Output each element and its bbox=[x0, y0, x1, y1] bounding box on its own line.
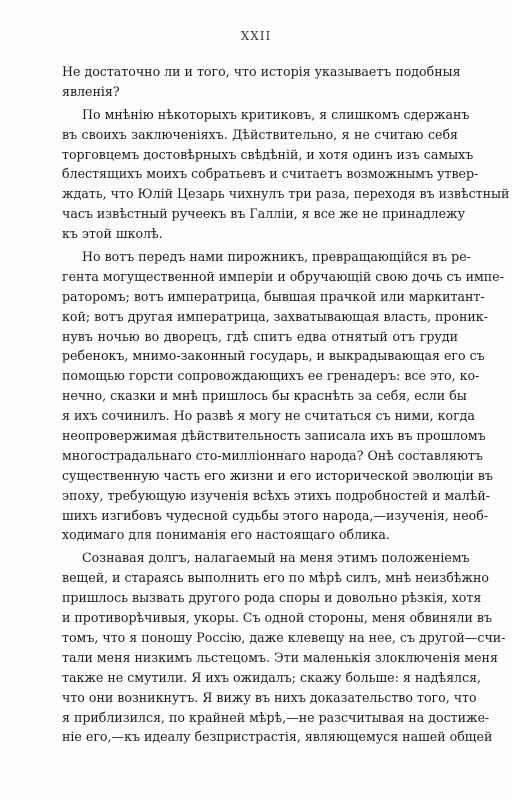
text-line: вещей, и стараясь выполнить его по мѣрѣ силъ, мнѣ неизбѣжно bbox=[62, 570, 489, 586]
text-line: ходимаго для пониманія его настоящаго облика. bbox=[62, 527, 390, 543]
text-line: явленія? bbox=[62, 83, 120, 99]
text-line: пришлось вызвать другого рода споры и довольно рѣзкія, хотя bbox=[62, 590, 482, 606]
text-line: Сознавая долгъ, налагаемый на меня этимъ положеніемъ bbox=[82, 550, 470, 566]
text-line: я приблизился, по крайней мѣрѣ,—не разсчитывая на достиже- bbox=[62, 709, 490, 725]
text-line: ребенокъ, мнимо-законный государь, и выкрадывающая его съ bbox=[62, 348, 485, 364]
text-line: существенную часть его жизни и его исторической эволюціи въ bbox=[62, 467, 493, 483]
text-line: ждать, что Юлій Цезарь чихнулъ три раза, переходя въ извѣстный bbox=[62, 186, 510, 202]
paragraph bbox=[62, 247, 504, 545]
text-line: нечно, сказки и мнѣ пришлось бы краснѣть за себя, если бы bbox=[62, 388, 467, 404]
text-line: кой; вотъ другая императрица, захватывающая власть, проник- bbox=[62, 308, 488, 324]
paragraph bbox=[62, 105, 510, 244]
text-line: помощью горсти сопровождающихъ ее гренадеръ: все это, ко- bbox=[62, 368, 480, 384]
text-line: тали меня низкимъ льстецомъ. Эти маленькія злоключенія меня bbox=[62, 649, 498, 665]
text-line: что они возникнутъ. Я вижу въ нихъ доказательство того, что bbox=[62, 689, 477, 705]
text-line: Но вотъ передъ нами пирожникъ, превращающійся въ ре- bbox=[82, 249, 471, 265]
text-line: томъ, что я поношу Россію, даже клевещу на нее, съ другой—счи- bbox=[62, 629, 506, 645]
text-line: въ своихъ заключеніяхъ. Дѣйствительно, я не считаю себя bbox=[62, 126, 458, 142]
text-line: По мнѣнію нѣкоторыхъ критиковъ, я слишкомъ сдержанъ bbox=[82, 106, 470, 122]
text-line: и противорѣчивыя, укоры. Съ одной стороны, меня обвиняли въ bbox=[62, 610, 492, 626]
text-line: ніе его,—къ идеалу безпристрастія, являющемуся нашей общей bbox=[62, 729, 493, 745]
text-line: гента могущественной имперіи и обручающій свою дочь съ импе- bbox=[62, 268, 504, 284]
text-line: часъ извѣстный ручеекъ въ Галліи, я все же не принадлежу bbox=[62, 206, 466, 222]
body-text bbox=[62, 62, 510, 747]
text-line: блестящихъ моихъ собратьевъ и считаетъ возможнымъ утвер- bbox=[62, 166, 479, 182]
text-line: къ этой школѣ. bbox=[62, 226, 163, 242]
text-line: нувъ ночью во дворецъ, гдѣ спитъ едва отнятый отъ груди bbox=[62, 328, 458, 344]
text-line: шихъ изгибовъ чудесной судьбы этого народа,—изученія, необ- bbox=[62, 507, 489, 523]
text-line: также не смутили. Я ихъ ожидалъ; скажу больше: я надѣялся, bbox=[62, 669, 482, 685]
page-number: XXII bbox=[240, 29, 272, 43]
paragraph bbox=[62, 548, 506, 747]
text-line: раторомъ; вотъ императрица, бывшая прачкой или маркитант- bbox=[62, 288, 485, 304]
text-line: Не достаточно ли и того, что исторія указываетъ подобныя bbox=[62, 64, 461, 79]
text-line: неопровержимая дѣйствительность записала ихъ въ прошломъ bbox=[62, 428, 486, 444]
text-line: торговцемъ достовѣрныхъ свѣдѣній, и хотя одинъ изъ самыхъ bbox=[62, 146, 474, 162]
text-line: многострадальнаго сто-милліоннаго народа? Онѣ составляютъ bbox=[62, 447, 483, 463]
text-line: эпоху, требующую изученія всѣхъ этихъ подробностей и малѣй- bbox=[62, 487, 491, 503]
paragraph bbox=[62, 62, 461, 102]
text-line: я ихъ сочинилъ. Но развѣ я могу не считаться съ ними, когда bbox=[62, 408, 475, 424]
